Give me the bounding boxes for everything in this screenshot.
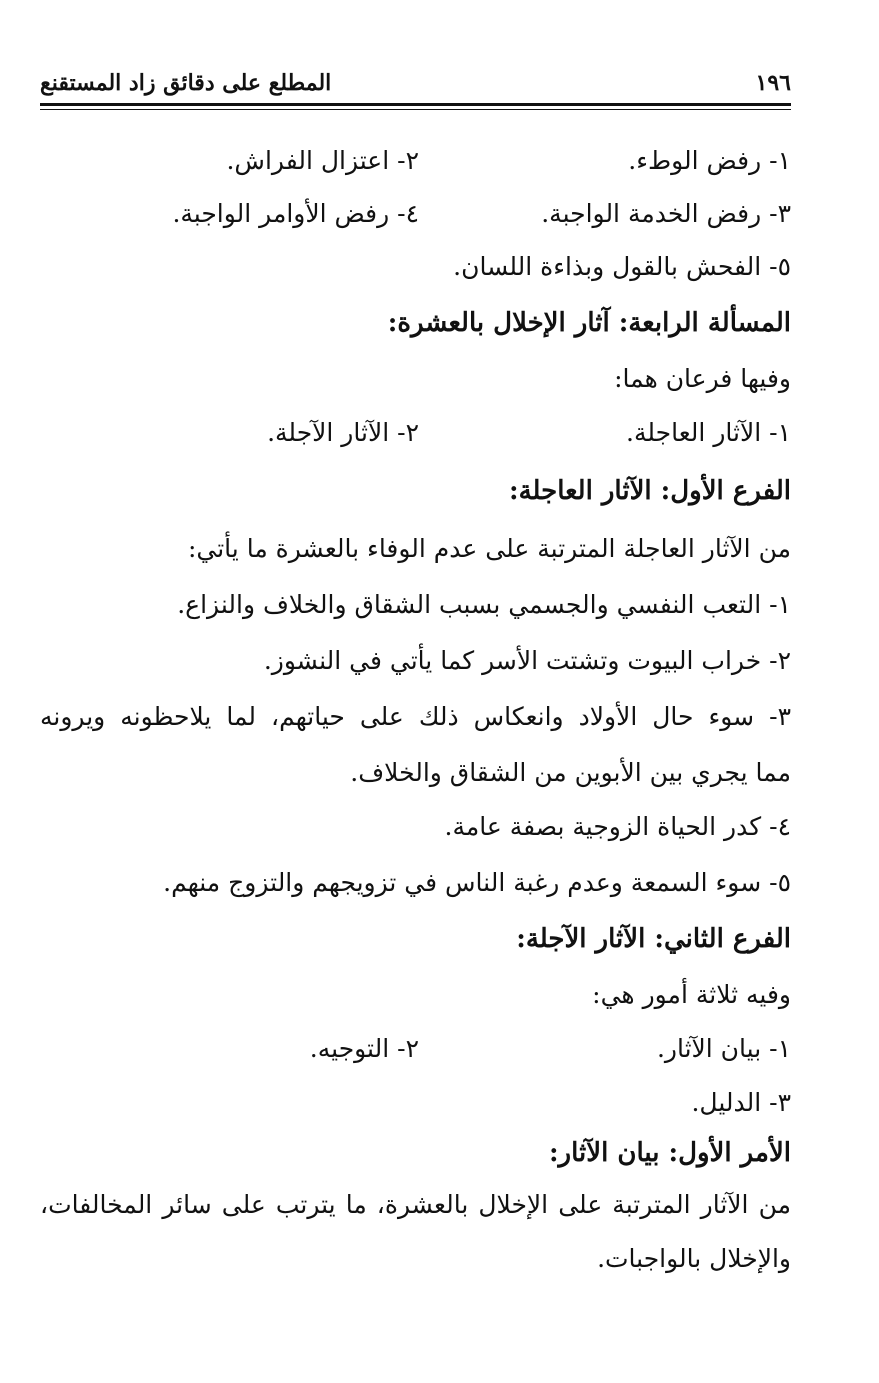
- list-item: ٥- سوء السمعة وعدم رغبة الناس في تزويجهم والتزوج منهم.: [163, 868, 791, 897]
- list-item: ١- التعب النفسي والجسمي بسبب الشقاق والخلاف والنزاع.: [177, 590, 791, 619]
- two-column-row: [40, 412, 791, 454]
- paragraph-line: وفيه ثلاثة أمور هي:: [592, 980, 791, 1009]
- list-item: ٣- سوء حال الأولاد وانعكاس ذلك على حياتهم، لما يلاحظونه ويرونه: [40, 702, 791, 731]
- header-rule-thin: [40, 109, 791, 110]
- list-item: ١- الآثار العاجلة.: [626, 418, 791, 447]
- list-item: ٤- رفض الأوامر الواجبة.: [172, 199, 419, 228]
- list-item: ٣- رفض الخدمة الواجبة.: [541, 199, 791, 228]
- list-item: ١- رفض الوطء.: [628, 146, 791, 175]
- paragraph-line: مما يجري بين الأبوين من الشقاق والخلاف.: [350, 758, 791, 787]
- page-header: [40, 62, 791, 96]
- page-number: ١٩٦: [755, 70, 791, 96]
- paragraph-line: والإخلال بالواجبات.: [597, 1244, 791, 1273]
- list-item: ١- بيان الآثار.: [656, 1034, 791, 1063]
- paragraph-line: من الآثار المترتبة على الإخلال بالعشرة، ما يترتب على سائر المخالفات،: [40, 1190, 791, 1219]
- section-heading: المسألة الرابعة: آثار الإخلال بالعشرة:: [387, 308, 791, 338]
- list-item: ٤- كدر الحياة الزوجية بصفة عامة.: [444, 812, 791, 841]
- list-item: ٥- الفحش بالقول وبذاءة اللسان.: [453, 252, 791, 281]
- header-rule: [40, 103, 791, 106]
- list-item: ٢- اعتزال الفراش.: [226, 146, 419, 175]
- subsection-heading: الفرع الأول: الآثار العاجلة:: [508, 476, 791, 506]
- two-column-row: [40, 1028, 791, 1070]
- two-column-row: [40, 140, 791, 182]
- running-title: المطلع على دقائق زاد المستقنع: [40, 70, 332, 96]
- subsection-heading: الفرع الثاني: الآثار الآجلة:: [516, 924, 791, 954]
- subsection-heading: الأمر الأول: بيان الآثار:: [548, 1138, 791, 1168]
- two-column-row: [40, 193, 791, 235]
- paragraph-line: وفيها فرعان هما:: [614, 364, 791, 393]
- paragraph-line: من الآثار العاجلة المترتبة على عدم الوفاء بالعشرة ما يأتي:: [187, 534, 791, 563]
- list-item: ٢- خراب البيوت وتشتت الأسر كما يأتي في النشوز.: [263, 646, 791, 675]
- list-item: ٢- التوجيه.: [309, 1034, 419, 1063]
- list-item: ٣- الدليل.: [691, 1088, 791, 1117]
- list-item: ٢- الآثار الآجلة.: [267, 418, 419, 447]
